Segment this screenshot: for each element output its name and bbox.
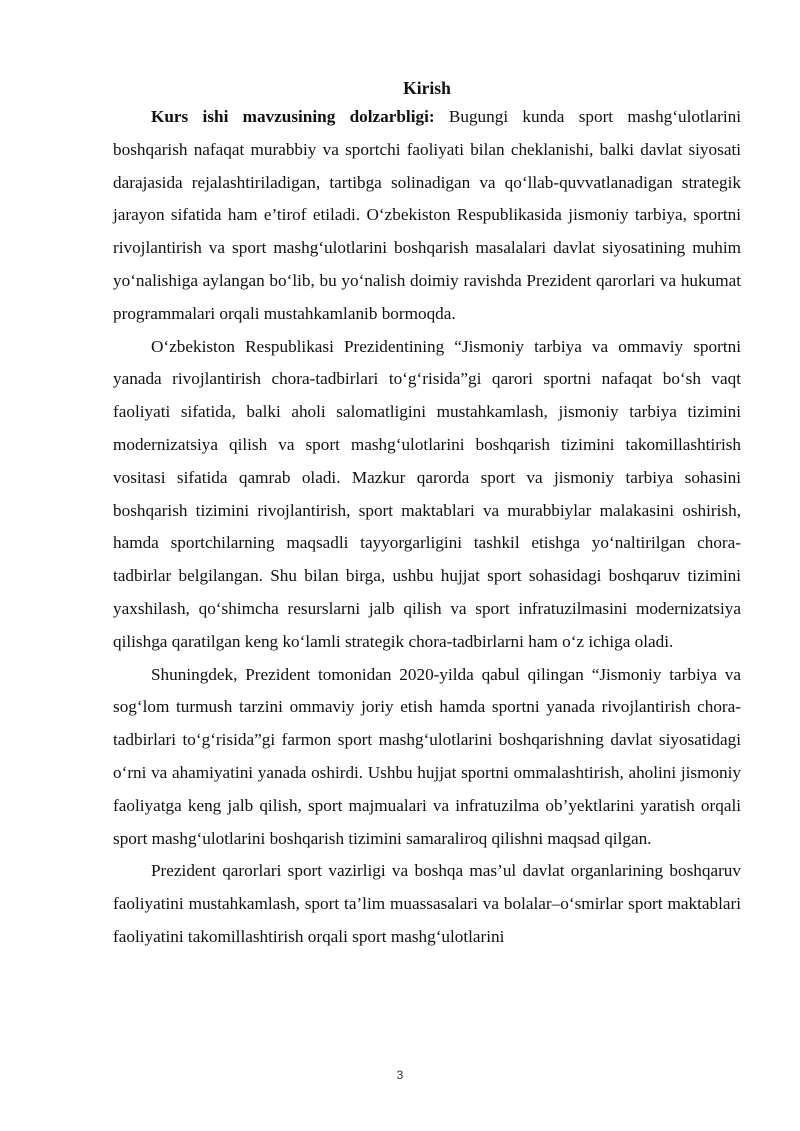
paragraph-text: Bugungi kunda sport mashg‘ulotlarini boshqarish nafaqat murabbiy va sportchi faoliyati bilan cheklanishi, balki davlat siyosati darajasida rejalashtiriladigan, tartibga solinadigan va qo‘llab-quvvatlanadigan strategik jarayon sifatida ham e’tirof etiladi. O‘zbekiston Respublikasida jismoniy tarbiya, sportni rivojlantirish va sport mashg‘ulotlarini boshqarish masalalari davlat siyosatining muhim yo‘nalishiga aylangan bo‘lib, bu yo‘nalish doimiy ravishda Prezident qarorlari va hukumat programmalari orqali mustahkamlanib bormoqda. bbox=[113, 107, 741, 323]
paragraph-2: O‘zbekiston Respublikasi Prezidentining “Jismoniy tarbiya va ommaviy sportni yanada rivojlantirish chora-tadbirlari to‘g‘risida”gi qarori sportni nafaqat bo‘sh vaqt faoliyati sifatida, balki aholi salomatligini mustahkamlash, jismoniy tarbiya tizimini modernizatsiya qilish va sport mashg‘ulotlarini boshqarish tizimini takomillashtirish vositasi sifatida qamrab oladi. Mazkur qarorda sport va jismoniy tarbiya sohasini boshqarish tizimini rivojlantirish, sport maktablari va murabbiylar malakasini oshirish, hamda sportchilarning maqsadli tayyorgarligini tashkil etishga yo‘naltirilgan chora-tadbirlar belgilangan. Shu bilan birga, ushbu hujjat sport sohasidagi boshqaruv tizimini yaxshilash, qo‘shimcha resurslarni jalb qilish va sport infratuzilmasini modernizatsiya qilishga qaratilgan keng ko‘lamli strategik chora-tadbirlarni ham o‘z ichiga oladi. bbox=[113, 336, 741, 651]
section-heading: Kirish bbox=[403, 78, 451, 98]
paragraph-3: Shuningdek, Prezident tomonidan 2020-yilda qabul qilingan “Jismoniy tarbiya va sog‘lom turmush tarzini ommaviy joriy etish hamda sportni yanada rivojlantirish chora-tadbirlari to‘g‘risida”gi farmon sport mashg‘ulotlarini boshqarishning davlat siyosatidagi o‘rni va ahamiyatini yanada oshirdi. Ushbu hujjat sportni ommalashtirish, aholini jismoniy faoliyatga keng jalb qilish, sport majmualari va infratuzilma ob’yektlarini yaratish orqali sport mashg‘ulotlarini boshqarish tizimini samaraliroq qilishni maqsad qilgan. bbox=[113, 664, 741, 848]
body-text bbox=[113, 101, 741, 954]
paragraph-lead: Kurs ishi mavzusining dolzarbligi: bbox=[151, 107, 435, 126]
paragraph-1 bbox=[113, 101, 741, 331]
page-number: 3 bbox=[396, 1068, 404, 1082]
paragraph-4: Prezident qarorlari sport vazirligi va boshqa mas’ul davlat organlarining boshqaruv faoliyatini mustahkamlash, sport ta’lim muassasalari va bolalar–o‘smirlar sport maktablari faoliyatini takomillashtirish orqali sport mashg‘ulotlarini bbox=[113, 861, 741, 946]
